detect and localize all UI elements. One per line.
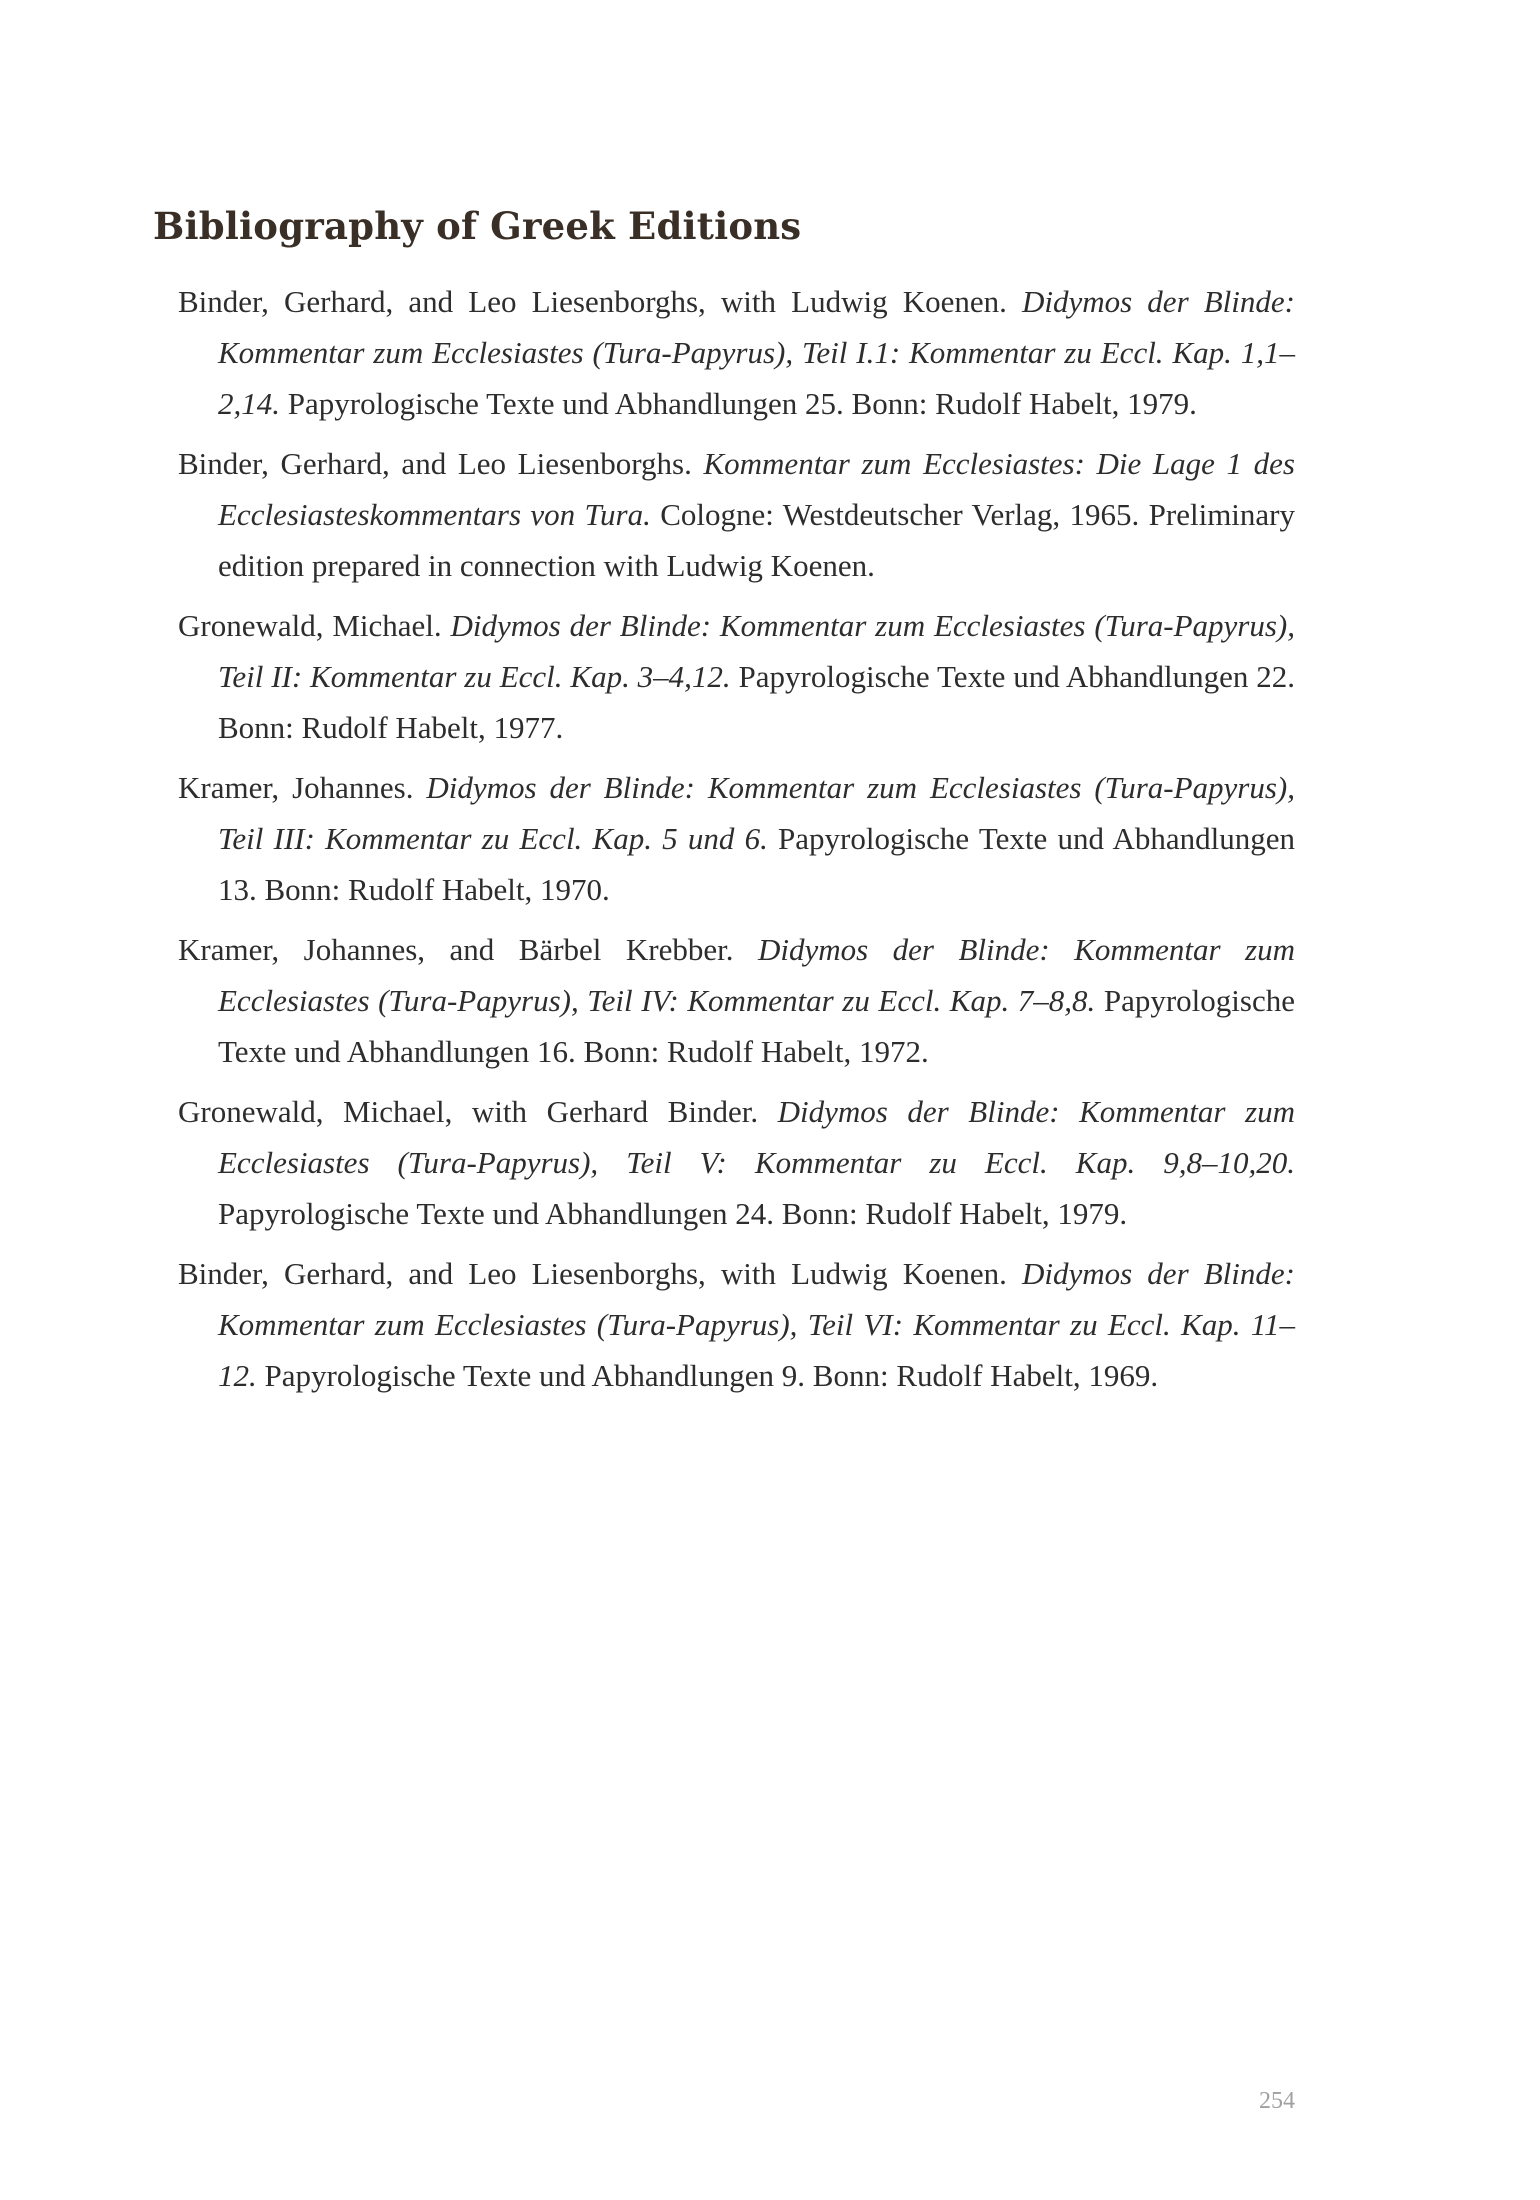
entry-title: Didymos der Blinde: Kommentar zum Ecclesiastes (Tura-Papyrus), Teil III: Kommentar zu Eccl. Kap. 5 und 6. <box>218 770 1295 856</box>
entry-publication: Papyrologische Texte und Abhandlungen 16. Bonn: Rudolf Habelt, 1972. <box>218 983 1295 1069</box>
entry-publication: Papyrologische Texte und Abhandlungen 9. Bonn: Rudolf Habelt, 1969. <box>256 1358 1159 1393</box>
entry-publication: Papyrologische Texte und Abhandlungen 13. Bonn: Rudolf Habelt, 1970. <box>218 821 1295 907</box>
entry-title: Didymos der Blinde: Kommentar zum Ecclesiastes (Tura-Papyrus), Teil II: Kommentar zu Eccl. Kap. 3–4,12. <box>218 608 1295 694</box>
entry-title: Didymos der Blinde: Kommentar zum Ecclesiastes (Tura-Papyrus), Teil IV: Kommentar zu Eccl. Kap. 7–8,8. <box>218 932 1295 1018</box>
entry-publication: Cologne: Westdeutscher Verlag, 1965. Preliminary edition prepared in connection with Ludwig Koenen. <box>218 497 1296 583</box>
bibliography-entry <box>178 924 1295 1077</box>
entry-title: Kommentar zum Ecclesiastes: Die Lage 1 des Ecclesiasteskommentars von Tura. <box>218 446 1295 532</box>
bibliography-entry <box>178 276 1295 429</box>
entry-author: Gronewald, Michael. <box>178 608 451 643</box>
entry-publication: Papyrologische Texte und Abhandlungen 25. Bonn: Rudolf Habelt, 1979. <box>280 386 1197 421</box>
entry-author: Gronewald, Michael, with Gerhard Binder. <box>178 1094 778 1129</box>
bibliography-list <box>178 276 1295 1410</box>
entry-title: Didymos der Blinde: Kommentar zum Ecclesiastes (Tura-Papyrus), Teil V: Kommentar zu Eccl. Kap. 9,8–10,20. <box>218 1094 1295 1180</box>
entry-author: Binder, Gerhard, and Leo Liesenborghs. <box>178 446 704 481</box>
entry-publication: Papyrologische Texte und Abhandlungen 24. Bonn: Rudolf Habelt, 1979. <box>218 1196 1128 1231</box>
entry-title: Didymos der Blinde: Kommentar zum Ecclesiastes (Tura-Papyrus), Teil I.1: Kommentar zu Eccl. Kap. 1,1–2,14. <box>218 284 1295 421</box>
entry-publication: Papyrologische Texte und Abhandlungen 22. Bonn: Rudolf Habelt, 1977. <box>218 659 1295 745</box>
bibliography-entry <box>178 600 1295 753</box>
entry-author: Kramer, Johannes, and Bärbel Krebber. <box>178 932 758 967</box>
entry-author: Binder, Gerhard, and Leo Liesenborghs, with Ludwig Koenen. <box>178 284 1022 319</box>
bibliography-entry <box>178 1248 1295 1401</box>
entry-author: Kramer, Johannes. <box>178 770 427 805</box>
bibliography-entry <box>178 762 1295 915</box>
bibliography-entry <box>178 438 1295 591</box>
entry-title: Didymos der Blinde: Kommentar zum Ecclesiastes (Tura-Papyrus), Teil VI: Kommentar zu Eccl. Kap. 11–12. <box>218 1256 1295 1393</box>
bibliography-entry <box>178 1086 1295 1239</box>
entry-author: Binder, Gerhard, and Leo Liesenborghs, with Ludwig Koenen. <box>178 1256 1022 1291</box>
page-number: 254 <box>1259 2088 1295 2114</box>
section-heading: Bibliography of Greek Editions <box>153 204 802 248</box>
